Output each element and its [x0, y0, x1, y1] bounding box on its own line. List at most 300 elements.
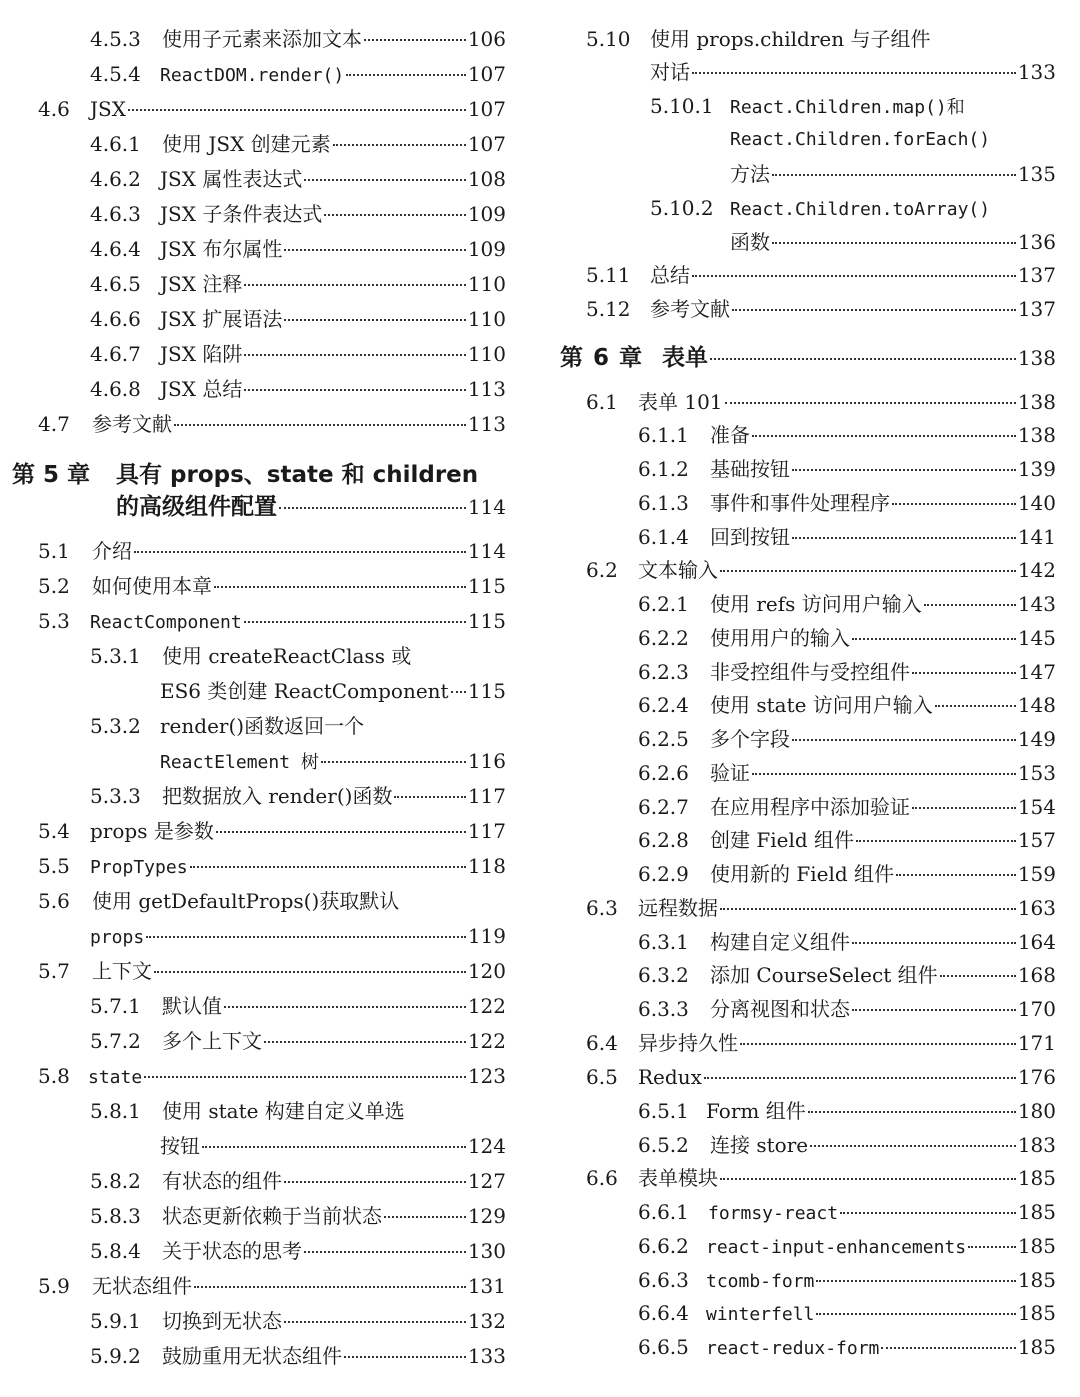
- toc-entry-title: 把数据放入 render()函数: [162, 784, 393, 808]
- toc-entry-title: React.Children.toArray(): [730, 199, 991, 220]
- toc-entry-5-8: [38, 1063, 506, 1091]
- chapter-number: 第 5 章: [12, 462, 91, 488]
- leader-dots: [284, 249, 465, 251]
- toc-entry-title: JSX 子条件表达式: [160, 202, 323, 226]
- toc-entry-title: 添加 CourseSelect 组件: [710, 963, 938, 987]
- toc-entry-number: 5.7.1: [90, 994, 141, 1018]
- toc-entry-6-2-7: [638, 794, 1056, 820]
- toc-entry-title: 使用 state 访问用户输入: [710, 693, 933, 717]
- toc-entry-4-7: [38, 411, 506, 437]
- toc-entry-page: 116: [467, 749, 506, 773]
- toc-entry-number: 4.6.2: [90, 167, 141, 191]
- toc-entry-5-10-1-cont2: [730, 161, 1056, 187]
- leader-dots: [792, 469, 1016, 471]
- toc-entry-page: 107: [467, 97, 506, 121]
- toc-entry-5-10-1-cont: [730, 127, 990, 153]
- toc-entry-page: 110: [467, 272, 506, 296]
- toc-entry-title: 总结: [650, 263, 690, 287]
- leader-dots: [852, 638, 1016, 640]
- toc-entry-number: 5.10: [586, 27, 631, 51]
- toc-entry-page: 110: [467, 307, 506, 331]
- leader-dots: [214, 586, 466, 588]
- toc-entry-5-9-2: [90, 1343, 506, 1369]
- toc-entry-5-10: [586, 26, 931, 52]
- toc-entry-page: 170: [1017, 997, 1056, 1021]
- leader-dots: [244, 389, 465, 391]
- leader-dots: [816, 1313, 1015, 1315]
- toc-entry-page: 117: [467, 784, 506, 808]
- toc-entry-title: react-redux-form: [706, 1338, 880, 1359]
- leader-dots: [692, 275, 1016, 277]
- toc-entry-number: 4.6: [38, 97, 70, 121]
- leader-dots: [344, 1356, 466, 1358]
- toc-entry-number: 6.1.3: [638, 491, 689, 515]
- toc-entry-page: 159: [1017, 862, 1056, 886]
- chapter-title: 表单: [662, 345, 708, 371]
- toc-entry-5-10-cont: [650, 59, 1056, 85]
- leader-dots: [792, 739, 1016, 741]
- toc-entry-number: 6.2.3: [638, 660, 689, 684]
- toc-entry-number: 6.2: [586, 558, 618, 582]
- toc-entry-page: 108: [467, 167, 506, 191]
- toc-entry-number: 5.3: [38, 609, 70, 633]
- toc-entry-title: props: [90, 927, 145, 948]
- toc-entry-title: 对话: [650, 60, 690, 84]
- leader-dots: [752, 773, 1016, 775]
- toc-entry-6-2-9: [638, 861, 1056, 887]
- toc-entry-4-6-6: [90, 306, 506, 332]
- toc-entry-number: 5.1: [38, 539, 70, 563]
- toc-entry-title: 使用新的 Field 组件: [710, 862, 895, 886]
- toc-entry-page: 120: [467, 959, 506, 983]
- toc-entry-title: 函数: [730, 230, 770, 254]
- leader-dots: [720, 1178, 1016, 1180]
- toc-entry-number: 5.8.2: [90, 1169, 141, 1193]
- toc-entry-title: 使用 getDefaultProps()获取默认: [92, 889, 400, 913]
- leader-dots: [216, 831, 466, 833]
- toc-entry-page: 185: [1017, 1335, 1056, 1359]
- leader-dots: [896, 874, 1016, 876]
- toc-entry-title: ReactComponent: [90, 612, 242, 633]
- toc-entry-page: 114: [467, 495, 506, 519]
- leader-dots: [852, 942, 1016, 944]
- toc-entry-5-3-2-cont: [160, 748, 506, 776]
- toc-entry-4-6: [38, 96, 506, 122]
- toc-entry-6-1-1: [638, 422, 1056, 448]
- chapter-title: 的高级组件配置: [116, 494, 277, 520]
- leader-dots: [324, 214, 465, 216]
- toc-entry-4-6-3: [90, 201, 506, 227]
- leader-dots: [174, 424, 466, 426]
- toc-entry-title: 准备: [710, 423, 750, 447]
- toc-entry-number: 6.6.2: [638, 1234, 689, 1258]
- leader-dots: [792, 537, 1016, 539]
- leader-dots: [720, 908, 1016, 910]
- toc-entry-number: 5.3.3: [90, 784, 141, 808]
- toc-entry-5-11: [586, 262, 1056, 288]
- leader-dots: [244, 621, 466, 623]
- toc-entry-page: 140: [1017, 491, 1056, 515]
- toc-entry-page: 171: [1017, 1031, 1056, 1055]
- leader-dots: [840, 1212, 1016, 1214]
- toc-entry-6-2-6: [638, 760, 1056, 786]
- toc-entry-title: 文本输入: [638, 558, 718, 582]
- toc-entry-page: 180: [1017, 1099, 1056, 1123]
- toc-entry-number: 5.12: [586, 297, 631, 321]
- toc-entry-6-6-4: [638, 1300, 1056, 1328]
- toc-entry-title: 介绍: [92, 539, 132, 563]
- toc-entry-4-5-3: [90, 26, 506, 52]
- leader-dots: [284, 1181, 466, 1183]
- toc-entry-5-6: [38, 888, 399, 914]
- toc-entry-title: react-input-enhancements: [706, 1237, 967, 1258]
- toc-entry-title: 默认值: [162, 994, 222, 1018]
- leader-dots: [244, 354, 465, 356]
- toc-entry-page: 138: [1017, 390, 1056, 414]
- toc-entry-number: 5.8: [38, 1064, 70, 1088]
- toc-entry-6-3-1: [638, 929, 1056, 955]
- leader-dots: [146, 936, 466, 938]
- toc-entry-title: 异步持久性: [638, 1031, 738, 1055]
- toc-entry-6-2-4: [638, 692, 1056, 718]
- leader-dots: [194, 1286, 466, 1288]
- toc-entry-number: 6.2.6: [638, 761, 689, 785]
- leader-dots: [264, 1041, 466, 1043]
- leader-dots: [346, 74, 466, 76]
- leader-dots: [720, 570, 1016, 572]
- toc-entry-5-10-2-cont: [730, 229, 1056, 255]
- leader-dots: [732, 309, 1016, 311]
- toc-entry-page: 136: [1017, 230, 1056, 254]
- toc-entry-5-3: [38, 608, 506, 636]
- toc-entry-5-5: [38, 853, 506, 881]
- toc-entry-number: 6.5.2: [638, 1133, 689, 1157]
- toc-entry-page: 185: [1017, 1166, 1056, 1190]
- toc-entry-page: 133: [1017, 60, 1056, 84]
- leader-dots: [304, 1251, 466, 1253]
- toc-entry-5-12: [586, 296, 1056, 322]
- toc-entry-page: 119: [467, 924, 506, 948]
- toc-entry-number: 5.9.2: [90, 1344, 141, 1368]
- toc-entry-page: 137: [1017, 297, 1056, 321]
- toc-entry-title: JSX 总结: [160, 377, 243, 401]
- toc-entry-6-2: [586, 557, 1056, 583]
- toc-entry-6-6-5: [638, 1334, 1056, 1362]
- toc-entry-number: 6.4: [586, 1031, 618, 1055]
- toc-entry-5-7-2: [90, 1028, 506, 1054]
- toc-entry-6-5-2: [638, 1132, 1056, 1158]
- toc-entry-title: 使用 refs 访问用户输入: [710, 592, 922, 616]
- toc-entry-page: 138: [1017, 423, 1056, 447]
- toc-entry-page: 118: [467, 854, 506, 878]
- leader-dots: [772, 242, 1016, 244]
- toc-entry-title: 验证: [710, 761, 750, 785]
- toc-entry-5-4: [38, 818, 506, 844]
- toc-entry-page: 124: [467, 1134, 506, 1158]
- toc-entry-number: 6.2.4: [638, 693, 689, 717]
- toc-entry-5-10-2: [650, 195, 990, 223]
- toc-entry-5-3-3: [90, 783, 506, 809]
- leader-dots: [704, 1077, 1016, 1079]
- toc-entry-number: 6.3: [586, 896, 618, 920]
- toc-entry-number: 4.5.3: [90, 27, 141, 51]
- leader-dots: [852, 1009, 1016, 1011]
- toc-entry-page: 110: [467, 342, 506, 366]
- toc-entry-number: 5.10.1: [650, 94, 714, 118]
- toc-entry-5-1: [38, 538, 506, 564]
- toc-entry-6-3-3: [638, 996, 1056, 1022]
- toc-entry-5-3-1: [90, 643, 411, 669]
- toc-entry-page: 109: [467, 237, 506, 261]
- toc-entry-page: 113: [467, 412, 506, 436]
- chapter-6-heading: [560, 343, 1056, 373]
- toc-entry-number: 5.3.2: [90, 714, 141, 738]
- leader-dots: [810, 1145, 1016, 1147]
- toc-entry-page: 130: [467, 1239, 506, 1263]
- toc-entry-5-8-4: [90, 1238, 506, 1264]
- toc-entry-number: 6.2.8: [638, 828, 689, 852]
- toc-entry-number: 6.1.1: [638, 423, 689, 447]
- toc-entry-title: 在应用程序中添加验证: [710, 795, 910, 819]
- toc-entry-page: 123: [467, 1064, 506, 1088]
- toc-entry-number: 5.11: [586, 263, 631, 287]
- toc-entry-5-9-1: [90, 1308, 506, 1334]
- leader-dots: [128, 109, 466, 111]
- toc-entry-title: Form 组件: [706, 1099, 806, 1123]
- toc-entry-number: 4.6.7: [90, 342, 141, 366]
- leader-dots: [881, 1347, 1015, 1349]
- toc-entry-title: 方法: [730, 162, 770, 186]
- toc-entry-page: 157: [1017, 828, 1056, 852]
- toc-entry-6-2-5: [638, 726, 1056, 752]
- toc-entry-6-2-1: [638, 591, 1056, 617]
- toc-entry-page: 115: [467, 609, 506, 633]
- toc-entry-number: 5.7.2: [90, 1029, 141, 1053]
- toc-entry-6-3: [586, 895, 1056, 921]
- toc-entry-number: 6.3.2: [638, 963, 689, 987]
- toc-entry-number: 4.5.4: [90, 62, 141, 86]
- toc-entry-number: 6.6.3: [638, 1268, 689, 1292]
- toc-entry-title: 表单模块: [638, 1166, 718, 1190]
- toc-entry-title: JSX 注释: [160, 272, 243, 296]
- toc-entry-5-8-1-cont: [160, 1133, 506, 1159]
- leader-dots: [190, 866, 466, 868]
- leader-dots: [154, 971, 466, 973]
- toc-entry-4-6-1: [90, 131, 506, 157]
- toc-entry-number: 6.1.2: [638, 457, 689, 481]
- toc-entry-page: 183: [1017, 1133, 1056, 1157]
- toc-entry-number: 4.6.4: [90, 237, 141, 261]
- leader-dots: [451, 691, 466, 693]
- toc-entry-page: 153: [1017, 761, 1056, 785]
- leader-dots: [284, 1321, 466, 1323]
- toc-entry-page: 148: [1017, 693, 1056, 717]
- toc-entry-5-7-1: [90, 993, 506, 1019]
- leader-dots: [134, 551, 466, 553]
- toc-entry-page: 185: [1017, 1234, 1056, 1258]
- leader-dots: [284, 319, 465, 321]
- toc-entry-title: 基础按钮: [710, 457, 790, 481]
- toc-entry-page: 107: [467, 132, 506, 156]
- leader-dots: [279, 507, 466, 509]
- toc-entry-title: 远程数据: [638, 896, 718, 920]
- toc-entry-page: 185: [1017, 1200, 1056, 1224]
- toc-entry-title: 切换到无状态: [162, 1309, 282, 1333]
- toc-entry-6-2-3: [638, 659, 1056, 685]
- toc-entry-number: 4.6.8: [90, 377, 141, 401]
- leader-dots: [304, 179, 465, 181]
- toc-entry-page: 185: [1017, 1301, 1056, 1325]
- toc-entry-number: 5.2: [38, 574, 70, 598]
- toc-entry-6-6-2: [638, 1233, 1056, 1261]
- toc-entry-5-6-cont: [90, 923, 506, 951]
- toc-entry-5-2: [38, 573, 506, 599]
- toc-entry-number: 5.8.4: [90, 1239, 141, 1263]
- toc-entry-title: 分离视图和状态: [710, 997, 850, 1021]
- toc-entry-number: 6.2.1: [638, 592, 689, 616]
- toc-entry-5-8-3: [90, 1203, 506, 1229]
- toc-entry-number: 6.2.7: [638, 795, 689, 819]
- toc-entry-title: tcomb-form: [706, 1271, 815, 1292]
- toc-entry-5-3-1-cont: [160, 678, 506, 704]
- leader-dots: [924, 604, 1016, 606]
- toc-entry-page: 138: [1017, 346, 1056, 370]
- toc-entry-number: 6.2.5: [638, 727, 689, 751]
- leader-dots: [725, 402, 1016, 404]
- toc-entry-6-1-3: [638, 490, 1056, 516]
- toc-entry-title: React.Children.forEach(): [730, 129, 991, 150]
- toc-entry-number: 6.3.3: [638, 997, 689, 1021]
- toc-entry-6-4: [586, 1030, 1056, 1056]
- toc-entry-page: 127: [467, 1169, 506, 1193]
- toc-entry-page: 163: [1017, 896, 1056, 920]
- toc-entry-4-6-8: [90, 376, 506, 402]
- leader-dots: [144, 1076, 466, 1078]
- toc-entry-title: 上下文: [92, 959, 152, 983]
- toc-entry-title: ReactElement 树: [160, 752, 319, 773]
- toc-entry-number: 6.5: [586, 1065, 618, 1089]
- toc-entry-6-5: [586, 1064, 1056, 1090]
- toc-entry-title: JSX 布尔属性: [160, 237, 283, 261]
- toc-entry-number: 4.6.3: [90, 202, 141, 226]
- toc-entry-number: 5.8.3: [90, 1204, 141, 1228]
- toc-entry-title: 有状态的组件: [162, 1169, 282, 1193]
- leader-dots: [912, 672, 1016, 674]
- leader-dots: [752, 435, 1016, 437]
- toc-entry-title: 状态更新依赖于当前状态: [162, 1204, 382, 1228]
- toc-entry-page: 117: [467, 819, 506, 843]
- toc-entry-title: JSX 陷阱: [160, 342, 243, 366]
- leader-dots: [772, 174, 1016, 176]
- chapter-5-heading: [12, 460, 478, 490]
- toc-entry-5-8-2: [90, 1168, 506, 1194]
- toc-entry-title: JSX: [90, 97, 126, 121]
- toc-entry-title: 构建自定义组件: [710, 930, 850, 954]
- toc-entry-number: 5.10.2: [650, 196, 714, 220]
- toc-entry-page: 115: [467, 679, 506, 703]
- toc-entry-title: 使用子元素来添加文本: [162, 27, 362, 51]
- toc-entry-page: 176: [1017, 1065, 1056, 1089]
- toc-entry-number: 6.5.1: [638, 1099, 689, 1123]
- leader-dots: [202, 1146, 466, 1148]
- toc-entry-page: 185: [1017, 1268, 1056, 1292]
- toc-entry-number: 6.1: [586, 390, 618, 414]
- toc-entry-page: 139: [1017, 457, 1056, 481]
- toc-entry-page: 164: [1017, 930, 1056, 954]
- toc-entry-title: 使用 props.children 与子组件: [650, 27, 931, 51]
- toc-entry-page: 122: [467, 1029, 506, 1053]
- toc-entry-page: 131: [467, 1274, 506, 1298]
- toc-entry-6-6-3: [638, 1267, 1056, 1295]
- toc-entry-title: 创建 Field 组件: [710, 828, 855, 852]
- toc-entry-page: 143: [1017, 592, 1056, 616]
- leader-dots: [224, 1006, 466, 1008]
- toc-entry-title: React.Children.map()和: [730, 97, 965, 118]
- leader-dots: [384, 1216, 466, 1218]
- toc-entry-page: 141: [1017, 525, 1056, 549]
- toc-entry-title: 如何使用本章: [92, 574, 212, 598]
- toc-entry-6-5-1: [638, 1098, 1056, 1124]
- toc-entry-title: 多个字段: [710, 727, 790, 751]
- toc-entry-title: winterfell: [706, 1304, 815, 1325]
- toc-entry-number: 5.9: [38, 1274, 70, 1298]
- chapter-number: 第 6 章: [560, 345, 644, 371]
- leader-dots: [333, 144, 466, 146]
- toc-entry-5-8-1: [90, 1098, 405, 1124]
- toc-entry-page: 113: [467, 377, 506, 401]
- toc-entry-4-6-2: [90, 166, 506, 192]
- leader-dots: [935, 705, 1016, 707]
- toc-entry-6-2-8: [638, 827, 1056, 853]
- toc-entry-title: ReactDOM.render(): [160, 65, 345, 86]
- leader-dots: [940, 975, 1016, 977]
- toc-entry-page: 129: [467, 1204, 506, 1228]
- toc-entry-title: PropTypes: [90, 857, 188, 878]
- toc-entry-title: 回到按钮: [710, 525, 790, 549]
- toc-entry-page: 142: [1017, 558, 1056, 582]
- toc-entry-4-6-5: [90, 271, 506, 297]
- toc-entry-5-7: [38, 958, 506, 984]
- toc-entry-6-2-2: [638, 625, 1056, 651]
- toc-entry-title: state: [88, 1067, 143, 1088]
- toc-entry-title: 按钮: [160, 1134, 200, 1158]
- leader-dots: [808, 1111, 1016, 1113]
- toc-entry-number: 4.6.6: [90, 307, 141, 331]
- toc-entry-title: 非受控组件与受控组件: [710, 660, 910, 684]
- toc-entry-title: 事件和事件处理程序: [710, 491, 890, 515]
- toc-entry-title: 无状态组件: [92, 1274, 192, 1298]
- toc-entry-title: JSX 属性表达式: [160, 167, 303, 191]
- toc-entry-title: Redux: [638, 1065, 702, 1089]
- toc-entry-page: 107: [467, 62, 506, 86]
- toc-entry-5-3-2: [90, 713, 364, 739]
- toc-entry-title: 使用 state 构建自定义单选: [162, 1099, 405, 1123]
- toc-entry-number: 5.4: [38, 819, 70, 843]
- toc-entry-page: 147: [1017, 660, 1056, 684]
- toc-entry-page: 114: [467, 539, 506, 563]
- chapter-5-heading-line-2: [116, 492, 506, 522]
- chapter-title: 具有 props、state 和 children: [116, 462, 479, 488]
- toc-entry-title: 多个上下文: [162, 1029, 262, 1053]
- toc-entry-5-10-1: [650, 93, 965, 121]
- leader-dots: [394, 796, 465, 798]
- toc-entry-page: 135: [1017, 162, 1056, 186]
- leader-dots: [710, 358, 1016, 360]
- toc-entry-number: 5.6: [38, 889, 70, 913]
- toc-entry-page: 122: [467, 994, 506, 1018]
- toc-entry-title: render()函数返回一个: [160, 714, 365, 738]
- toc-entry-number: 6.6.5: [638, 1335, 689, 1359]
